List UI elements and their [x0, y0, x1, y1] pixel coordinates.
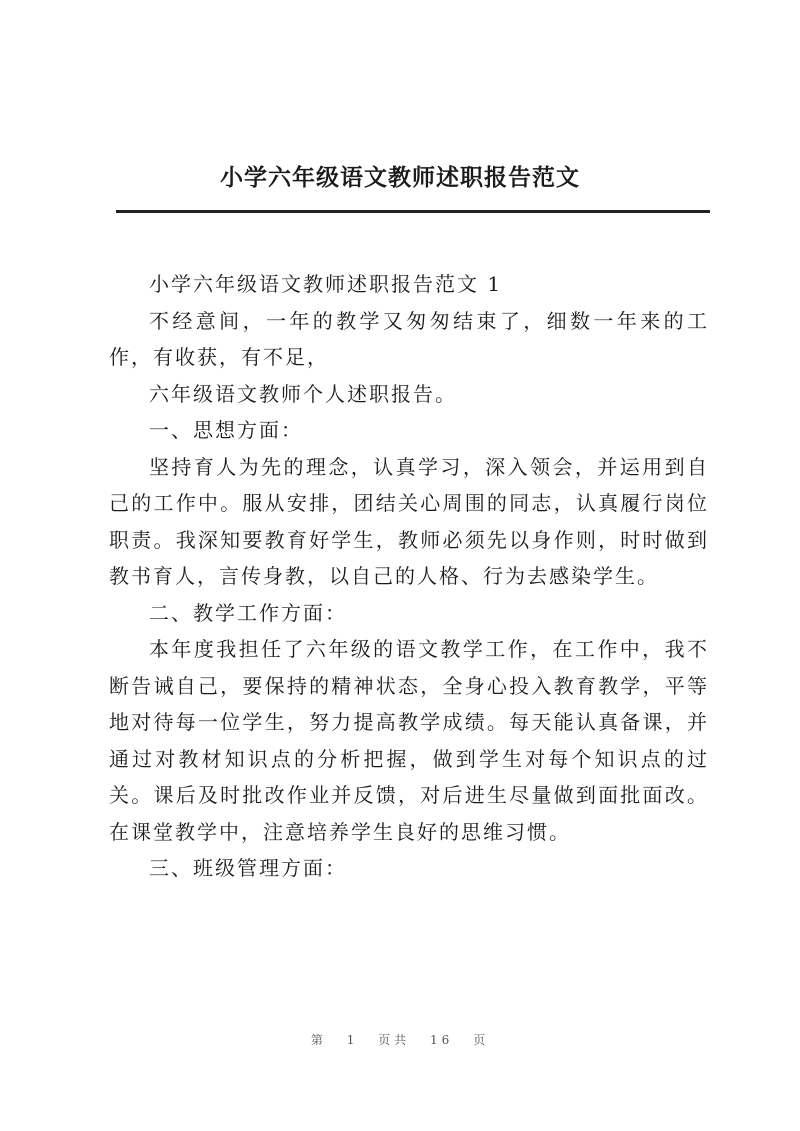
footer-label-pages: 页 [473, 1033, 490, 1047]
document-body [109, 266, 709, 887]
title-underline [116, 210, 710, 213]
paragraph-report-title: 六年级语文教师个人述职报告。 [149, 381, 457, 406]
paragraph-intro: 不经意间，一年的教学又匆匆结束了，细数一年来的工作，有收获，有不足， [109, 308, 709, 369]
paragraph-thought: 坚持育人为先的理念，认真学习，深入领会，并运用到自己的工作中。服从安排，团结关心周围的同志，认真履行岗位职责。我深知要教育好学生，教师必须先以身作则，时时做到教书育人，言传身教，以自己的人格、行为去感染学生。 [109, 454, 709, 588]
section-heading-thought: 一、思想方面： [149, 418, 303, 442]
footer-total-pages: 16 [430, 1033, 454, 1047]
section-heading-teaching: 二、教学工作方面： [149, 600, 347, 625]
paragraph-heading: 小学六年级语文教师述职报告范文 1 [149, 272, 503, 296]
footer-label-of: 页共 [378, 1033, 411, 1047]
footer-label-page: 第 [310, 1033, 327, 1047]
footer-current-page: 1 [346, 1033, 359, 1047]
section-heading-class-management: 三、班级管理方面： [149, 856, 347, 880]
document-title: 小学六年级语文教师述职报告范文 [220, 164, 580, 191]
page-footer [0, 1031, 800, 1048]
paragraph-teaching: 本年度我担任了六年级的语文教学工作，在工作中，我不断告诫自己，要保持的精神状态，全身心投入教育教学，平等地对待每一位学生，努力提高教学成绩。每天能认真备课，并通过对教材知识点的分析把握，做到学生对每个知识点的过关。课后及时批改作业并反馈，对后进生尽量做到面批面改。在课堂教学中，注意培养学生良好的思维习惯。 [109, 637, 709, 844]
